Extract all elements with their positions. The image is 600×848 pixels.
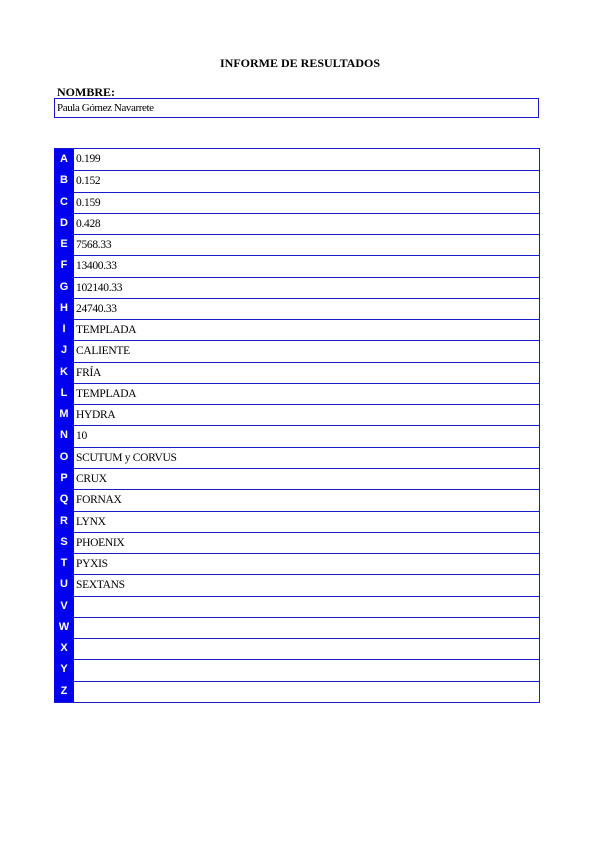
row-value: 0.159 [74,192,539,213]
row-letter: N [54,425,74,446]
row-letter: B [54,170,74,191]
table-row [54,362,539,383]
row-letter: H [54,298,74,319]
row-value: 10 [74,425,539,446]
row-letter: E [54,234,74,255]
row-letter: V [54,596,74,617]
table-row [54,489,539,510]
table-row [54,213,539,234]
row-letter: G [54,277,74,298]
row-value [74,638,539,659]
table-row [54,574,539,595]
row-value: CALIENTE [74,340,539,361]
row-letter: L [54,383,74,404]
table-row [54,681,539,702]
table-row [54,192,539,213]
row-letter: A [54,149,74,170]
row-value [74,659,539,680]
table-row [54,234,539,255]
row-letter: W [54,617,74,638]
row-letter: C [54,192,74,213]
table-row [54,617,539,638]
table-row [54,404,539,425]
row-value: 7568.33 [74,234,539,255]
row-letter: S [54,532,74,553]
row-value: 0.152 [74,170,539,191]
row-value: 0.428 [74,213,539,234]
row-value: FORNAX [74,489,539,510]
row-value: SCUTUM y CORVUS [74,447,539,468]
nombre-field: Paula Gómez Navarrete [54,98,539,118]
row-value: PYXIS [74,553,539,574]
row-value: PHOENIX [74,532,539,553]
row-value: 24740.33 [74,298,539,319]
row-letter: K [54,362,74,383]
row-value [74,617,539,638]
row-letter: P [54,468,74,489]
row-value: LYNX [74,511,539,532]
table-row [54,638,539,659]
row-value: HYDRA [74,404,539,425]
row-value [74,596,539,617]
table-row [54,255,539,276]
table-row [54,149,539,170]
row-letter: U [54,574,74,595]
row-letter: J [54,340,74,361]
table-row [54,532,539,553]
row-value: FRÍA [74,362,539,383]
table-row [54,511,539,532]
row-value: 13400.33 [74,255,539,276]
row-value: SEXTANS [74,574,539,595]
nombre-label: NOMBRE: [57,85,115,99]
table-row [54,383,539,404]
row-letter: Z [54,681,74,702]
row-letter: D [54,213,74,234]
row-letter: R [54,511,74,532]
results-table [54,148,540,703]
row-value: 0.199 [76,153,101,165]
page-title: INFORME DE RESULTADOS [219,56,381,70]
table-row [54,170,539,191]
row-letter: Y [54,659,74,680]
table-row [54,468,539,489]
table-row [54,319,539,340]
row-letter: T [54,553,74,574]
table-row [54,596,539,617]
row-letter: I [54,319,74,340]
row-value: TEMPLADA [74,383,539,404]
table-row [54,659,539,680]
row-letter: M [54,404,74,425]
row-letter: F [54,255,74,276]
row-value: 102140.33 [74,277,539,298]
row-value [74,681,539,702]
row-value: CRUX [74,468,539,489]
row-letter: O [54,447,74,468]
table-row [54,340,539,361]
table-row [54,298,539,319]
table-row [54,447,539,468]
table-row [54,425,539,446]
table-row [54,277,539,298]
row-letter: Q [54,489,74,510]
table-row [54,553,539,574]
row-value: TEMPLADA [74,319,539,340]
row-letter: X [54,638,74,659]
